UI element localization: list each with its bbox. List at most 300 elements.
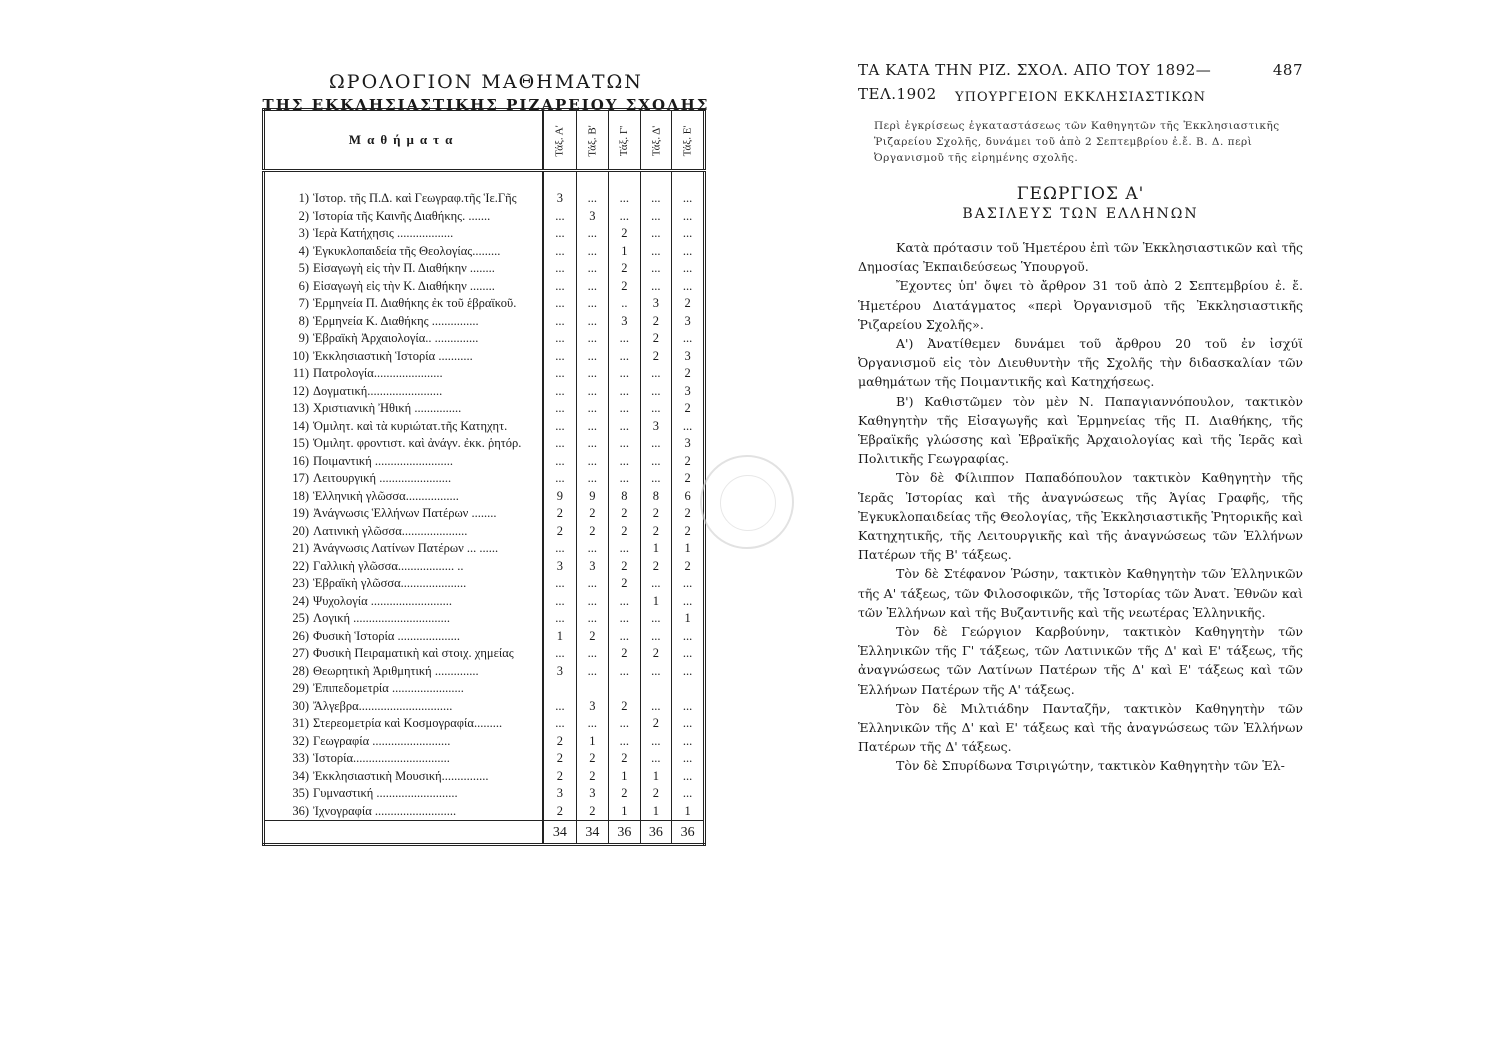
paragraph: Κατὰ πρότασιν τοῦ Ἡμετέρου ἐπὶ τῶν Ἐκκλησιαστικῶν καὶ τῆς Δημοσίας Ἐκπαιδεύσεως Ὑπουργοῦ. <box>858 240 1303 275</box>
header-class-c: Τάξ. Γ' <box>609 110 640 171</box>
hours-cell: 2 <box>576 768 608 786</box>
subject-name: Ἑρμηνεία Π. Διαθήκης ἐκ τοῦ ἑβραϊκοῦ. <box>311 295 543 313</box>
subject-name: Γεωγραφία ......................... <box>311 733 543 751</box>
hours-cell: ... <box>672 243 705 261</box>
hours-cell: 3 <box>543 785 576 803</box>
table-row <box>264 523 705 541</box>
subject-name: Ψυχολογία .......................... <box>311 593 543 611</box>
subject-name: Ἐκκλησιαστικὴ Ἱστορία ........... <box>311 348 543 366</box>
hours-cell: 1 <box>672 540 705 558</box>
row-number: 22) <box>292 558 309 573</box>
row-number: 32) <box>292 733 309 748</box>
hours-cell: 2 <box>609 505 640 523</box>
schedule-table <box>262 108 706 846</box>
subject-name: Ὁμιλητ. φροντιστ. καὶ ἀνάγν. ἐκκ. ῥητόρ. <box>311 435 543 453</box>
hours-cell: 1 <box>576 733 608 751</box>
hours-cell: 2 <box>609 698 640 716</box>
hours-cell: ... <box>609 330 640 348</box>
hours-cell: ... <box>576 278 608 296</box>
library-stamp-icon <box>700 455 794 549</box>
hours-cell: ... <box>576 348 608 366</box>
hours-cell: ... <box>640 365 672 383</box>
table-row <box>264 278 705 296</box>
subject-name: Ἐκκλησιαστικὴ Μουσική............... <box>311 768 543 786</box>
hours-cell: 1 <box>609 803 640 821</box>
subject-name: Ὁμιλητ. καὶ τὰ κυριώτατ.τῆς Κατηχητ. <box>311 418 543 436</box>
subject-name: Ἐγκυκλοπαιδεία τῆς Θεολογίας......... <box>311 243 543 261</box>
hours-cell: ... <box>543 313 576 331</box>
hours-cell: ... <box>672 663 705 681</box>
hours-cell: 8 <box>609 488 640 506</box>
hours-cell: ... <box>543 575 576 593</box>
hours-cell: 2 <box>672 295 705 313</box>
row-number: 6) <box>298 278 309 293</box>
hours-cell: 3 <box>576 208 608 226</box>
header-class-b: Τάξ. Β' <box>576 110 608 171</box>
hours-cell: 1 <box>672 803 705 821</box>
table-row <box>264 558 705 576</box>
hours-cell: ... <box>609 610 640 628</box>
left-page <box>262 70 710 840</box>
table-row <box>264 785 705 803</box>
hours-cell: 2 <box>609 645 640 663</box>
table-row <box>264 540 705 558</box>
table-row <box>264 733 705 751</box>
hours-cell: 3 <box>672 313 705 331</box>
table-row <box>264 698 705 716</box>
hours-cell <box>609 680 640 698</box>
hours-cell: ... <box>609 540 640 558</box>
row-number: 5) <box>298 261 309 276</box>
hours-cell: 2 <box>576 505 608 523</box>
hours-cell: 2 <box>543 750 576 768</box>
subject-name: Εἰσαγωγὴ εἰς τὴν Κ. Διαθήκην ........ <box>311 278 543 296</box>
row-number: 26) <box>292 628 309 643</box>
subject-name: Ἄλγεβρα.............................. <box>311 698 543 716</box>
paragraph: Τὸν δὲ Φίλιππον Παπαδόπουλον τακτικὸν Καθηγητὴν τῆς Ἱερᾶς Ἱστορίας καὶ τῆς ἀναγνώσεως τῆς Ἁγίας Γραφῆς, τῆς Ἐγκυκλοπαιδείας τῆς Θεολογίας, τῆς Ἐκκλησιαστικῆς Ῥητορικῆς καὶ Κατηχητικῆς, τῆς Λειτουργικῆς καὶ τῆς ἀναγνώσεως τῶν Ἑλλήνων Πατέρων τῆς Β' τάξεως. <box>858 470 1303 563</box>
schedule-header-row <box>264 110 705 171</box>
hours-cell: ... <box>672 208 705 226</box>
hours-cell: ... <box>609 365 640 383</box>
row-number: 16) <box>292 453 309 468</box>
subject-name: Γαλλικὴ γλῶσσα.................. .. <box>311 558 543 576</box>
row-number: 18) <box>292 488 309 503</box>
subject-name: Θεωρητικὴ Ἀριθμητική .............. <box>311 663 543 681</box>
total-class-d: 36 <box>640 821 672 845</box>
hours-cell: 2 <box>640 505 672 523</box>
hours-cell <box>543 680 576 698</box>
hours-cell: ... <box>672 768 705 786</box>
subject-name: Ἱερὰ Κατήχησις .................. <box>311 225 543 243</box>
hours-cell: ... <box>609 470 640 488</box>
table-row <box>264 803 705 821</box>
hours-cell <box>640 680 672 698</box>
table-row <box>264 225 705 243</box>
table-row <box>264 453 705 471</box>
hours-cell: 2 <box>640 785 672 803</box>
paragraph: Τὸν δὲ Μιλτιάδην Πανταζῆν, τακτικὸν Καθηγητὴν τῶν Ἑλληνικῶν τῆς Δ' καὶ Ε' τάξεως καὶ τῆς ἀναγνώσεως τῶν Ἑλλήνων Πατέρων τῆς Δ' τάξεως. <box>858 700 1303 755</box>
hours-cell: ... <box>609 208 640 226</box>
paragraph: Β') Καθιστῶμεν τὸν μὲν Ν. Παπαγιαννόπουλον, τακτικὸν Καθηγητὴν τῆς Εἰσαγωγῆς καὶ Ἑρμηνείας τῆς Π. Διαθήκης, τῆς Ἑβραϊκῆς γλώσσης καὶ Ἑβραϊκῆς Ἀρχαιολογίας καὶ τῆς Ἱερᾶς καὶ Πολιτικῆς Γεωγραφίας. <box>858 393 1303 467</box>
hours-cell <box>672 680 705 698</box>
table-row <box>264 768 705 786</box>
subject-name: Ἰχνογραφία .......................... <box>311 803 543 821</box>
right-page <box>858 58 1303 776</box>
hours-cell: ... <box>640 453 672 471</box>
hours-cell: ... <box>609 383 640 401</box>
hours-cell: ... <box>543 470 576 488</box>
hours-cell: ... <box>576 593 608 611</box>
hours-cell: ... <box>640 470 672 488</box>
subject-name: Λογική ............................... <box>311 610 543 628</box>
hours-cell: ... <box>609 190 640 208</box>
hours-cell: ... <box>609 348 640 366</box>
row-number: 21) <box>292 541 309 556</box>
hours-cell: 2 <box>672 505 705 523</box>
hours-cell: 2 <box>576 750 608 768</box>
hours-cell: ... <box>543 208 576 226</box>
table-row <box>264 330 705 348</box>
ministry-heading: ΥΠΟΥΡΓΕΙΟΝ ΕΚΚΛΗΣΙΑΣΤΙΚΩΝ <box>955 90 1206 105</box>
subject-name: Στερεομετρία καὶ Κοσμογραφία......... <box>311 715 543 733</box>
row-number: 10) <box>292 348 309 363</box>
hours-cell: ... <box>543 435 576 453</box>
row-number: 7) <box>298 296 309 311</box>
hours-cell: 2 <box>640 313 672 331</box>
hours-cell: 9 <box>543 488 576 506</box>
hours-cell: 1 <box>672 610 705 628</box>
hours-cell: 1 <box>640 593 672 611</box>
hours-cell: ... <box>672 785 705 803</box>
row-number: 28) <box>292 663 309 678</box>
header-class-e: Τάξ. Ε' <box>672 110 705 171</box>
row-number: 3) <box>298 226 309 241</box>
header-subjects: Μαθήματα <box>264 110 544 171</box>
row-number: 34) <box>292 768 309 783</box>
hours-cell: ... <box>576 383 608 401</box>
row-number: 31) <box>292 716 309 731</box>
hours-cell: ... <box>576 663 608 681</box>
hours-cell: ... <box>672 330 705 348</box>
hours-cell: 3 <box>576 698 608 716</box>
table-row <box>264 313 705 331</box>
row-number: 25) <box>292 611 309 626</box>
row-number: 15) <box>292 436 309 451</box>
hours-cell: 3 <box>672 348 705 366</box>
row-number: 12) <box>292 383 309 398</box>
hours-cell: 2 <box>576 803 608 821</box>
table-row <box>264 365 705 383</box>
hours-cell: ... <box>543 418 576 436</box>
hours-cell: 9 <box>576 488 608 506</box>
hours-cell: 2 <box>672 453 705 471</box>
row-number: 2) <box>298 208 309 223</box>
hours-cell: ... <box>576 540 608 558</box>
hours-cell: ... <box>640 208 672 226</box>
table-row <box>264 488 705 506</box>
spacer-row <box>264 171 705 191</box>
row-number: 35) <box>292 786 309 801</box>
table-row <box>264 645 705 663</box>
hours-cell: ... <box>576 260 608 278</box>
hours-cell: 3 <box>672 435 705 453</box>
row-number: 33) <box>292 751 309 766</box>
hours-cell: ... <box>543 383 576 401</box>
hours-cell: 3 <box>543 190 576 208</box>
subject-name: Ἀνάγνωσις Ἑλλήνων Πατέρων ........ <box>311 505 543 523</box>
hours-cell: 2 <box>672 558 705 576</box>
row-number: 14) <box>292 418 309 433</box>
subject-name: Εἰσαγωγὴ εἰς τὴν Π. Διαθήκην ........ <box>311 260 543 278</box>
hours-cell: ... <box>576 365 608 383</box>
hours-cell: ... <box>640 663 672 681</box>
table-row <box>264 348 705 366</box>
hours-cell: 8 <box>640 488 672 506</box>
hours-cell: 1 <box>543 628 576 646</box>
schedule-title: ΩΡΟΛΟΓΙΟΝ ΜΑΘΗΜΑΤΩΝ <box>329 71 643 93</box>
hours-cell: 3 <box>640 295 672 313</box>
hours-cell: ... <box>672 278 705 296</box>
hours-cell: ... <box>672 418 705 436</box>
hours-cell: ... <box>576 453 608 471</box>
hours-cell: 3 <box>672 383 705 401</box>
table-row <box>264 243 705 261</box>
hours-cell: 3 <box>640 418 672 436</box>
hours-cell: 2 <box>543 733 576 751</box>
row-number: 29) <box>292 681 309 696</box>
hours-cell: ... <box>609 400 640 418</box>
table-row <box>264 260 705 278</box>
hours-cell: ... <box>640 733 672 751</box>
row-number: 24) <box>292 593 309 608</box>
hours-cell: ... <box>672 715 705 733</box>
subject-name: Φυσικὴ Ἱστορία .................... <box>311 628 543 646</box>
decree-summary: Περὶ ἐγκρίσεως ἐγκαταστάσεως τῶν Καθηγητῶν τῆς Ἐκκλησιαστικῆς Ῥιζαρείου Σχολῆς, δυνάμει τοῦ ἀπὸ 2 Σεπτεμβρίου ἐ.ἔ. Β. Δ. περὶ Ὀργανισμοῦ τῆς εἰρημένης σχολῆς. <box>874 120 1280 164</box>
table-row <box>264 575 705 593</box>
hours-cell: 2 <box>609 260 640 278</box>
hours-cell: 2 <box>672 400 705 418</box>
hours-cell: ... <box>640 243 672 261</box>
totals-row <box>264 821 705 845</box>
hours-cell: ... <box>576 400 608 418</box>
total-class-a: 34 <box>543 821 576 845</box>
hours-cell: ... <box>640 435 672 453</box>
table-row <box>264 435 705 453</box>
hours-cell: ... <box>576 715 608 733</box>
hours-cell: ... <box>543 593 576 611</box>
schedule-subtitle: ΤΗΣ ΕΚΚΛΗΣΙΑΣΤΙΚΗΣ ΡΙΖΑΡΕΙΟΥ ΣΧΟΛΗΣ <box>262 96 710 114</box>
subject-name: Γυμναστική .......................... <box>311 785 543 803</box>
hours-cell: ... <box>609 593 640 611</box>
hours-cell: 2 <box>576 523 608 541</box>
hours-cell: ... <box>640 225 672 243</box>
subject-name: Ἱστορία............................... <box>311 750 543 768</box>
hours-cell: 2 <box>640 645 672 663</box>
hours-cell: ... <box>672 190 705 208</box>
hours-cell: ... <box>640 628 672 646</box>
row-number: 19) <box>292 506 309 521</box>
hours-cell: ... <box>672 733 705 751</box>
hours-cell: ... <box>543 698 576 716</box>
subject-name: Ἑβραϊκὴ Ἀρχαιολογία.. .............. <box>311 330 543 348</box>
hours-cell: 1 <box>640 768 672 786</box>
total-class-c: 36 <box>609 821 640 845</box>
running-head-title: ΤΑ ΚΑΤΑ ΤΗΝ ΡΙΖ. ΣΧΟΛ. ΑΠΟ ΤΟΥ 1892—ΤΕΛ.1902 <box>858 61 1212 103</box>
hours-cell: ... <box>543 348 576 366</box>
page-number: 487 <box>1272 61 1303 79</box>
subject-name: Φυσικὴ Πειραματικὴ καὶ στοιχ. χημείας <box>311 645 543 663</box>
hours-cell: ... <box>672 628 705 646</box>
hours-cell: ... <box>543 540 576 558</box>
hours-cell: ... <box>543 715 576 733</box>
hours-cell: 2 <box>640 348 672 366</box>
hours-cell: 2 <box>543 505 576 523</box>
hours-cell: 2 <box>543 803 576 821</box>
table-row <box>264 505 705 523</box>
table-row <box>264 680 705 698</box>
hours-cell: 2 <box>609 558 640 576</box>
hours-cell: 2 <box>672 470 705 488</box>
hours-cell: ... <box>543 365 576 383</box>
hours-cell: ... <box>576 313 608 331</box>
hours-cell: ... <box>609 628 640 646</box>
hours-cell: ... <box>672 575 705 593</box>
table-row <box>264 295 705 313</box>
table-row <box>264 208 705 226</box>
hours-cell: ... <box>640 190 672 208</box>
hours-cell: .. <box>609 295 640 313</box>
table-row <box>264 610 705 628</box>
header-class-a: Τάξ. Α' <box>543 110 576 171</box>
king-subheading: ΒΑΣΙΛΕΥΣ ΤΩΝ ΕΛΛΗΝΩΝ <box>962 206 1199 222</box>
hours-cell: 1 <box>609 768 640 786</box>
hours-cell: ... <box>640 610 672 628</box>
hours-cell: 6 <box>672 488 705 506</box>
hours-cell: ... <box>576 295 608 313</box>
hours-cell: ... <box>576 190 608 208</box>
table-row <box>264 593 705 611</box>
subject-name: Ἀνάγνωσις Λατίνων Πατέρων ... ...... <box>311 540 543 558</box>
table-row <box>264 400 705 418</box>
decree-body <box>858 238 1303 776</box>
table-row <box>264 383 705 401</box>
hours-cell: 1 <box>640 540 672 558</box>
hours-cell: 3 <box>543 558 576 576</box>
hours-cell: ... <box>576 225 608 243</box>
hours-cell: 2 <box>543 523 576 541</box>
hours-cell: 2 <box>609 785 640 803</box>
total-class-b: 34 <box>576 821 608 845</box>
hours-cell: 2 <box>576 628 608 646</box>
hours-cell: 2 <box>672 365 705 383</box>
hours-cell: ... <box>640 400 672 418</box>
hours-cell: ... <box>609 435 640 453</box>
hours-cell: ... <box>640 383 672 401</box>
subject-name: Ἑρμηνεία Κ. Διαθήκης ............... <box>311 313 543 331</box>
hours-cell: ... <box>543 330 576 348</box>
hours-cell: 2 <box>640 558 672 576</box>
paragraph: Τὸν δὲ Στέφανον Ῥώσην, τακτικὸν Καθηγητὴν τῶν Ἑλληνικῶν τῆς Α' τάξεως, τῶν Φιλοσοφικῶν, τῆς Ἱστορίας τῶν Ἀνατ. Ἐθνῶν καὶ τῶν Ἑλλήνων καὶ τῆς Βυζαντινῆς καὶ τῆς νεωτέρας Ἑλληνικῆς. <box>858 566 1303 620</box>
hours-cell: ... <box>576 610 608 628</box>
table-row <box>264 190 705 208</box>
hours-cell: ... <box>672 750 705 768</box>
hours-cell: 2 <box>609 225 640 243</box>
hours-cell: ... <box>576 435 608 453</box>
hours-cell: 3 <box>576 785 608 803</box>
hours-cell: ... <box>672 593 705 611</box>
hours-cell: ... <box>543 225 576 243</box>
hours-cell: ... <box>543 295 576 313</box>
subject-name: Χριστιανικὴ Ἠθική ............... <box>311 400 543 418</box>
hours-cell: ... <box>672 225 705 243</box>
hours-cell: ... <box>640 575 672 593</box>
subject-name: Λατινικὴ γλῶσσα..................... <box>311 523 543 541</box>
subject-name: Ἱστορία τῆς Καινῆς Διαθήκης. ....... <box>311 208 543 226</box>
hours-cell: ... <box>576 645 608 663</box>
hours-cell: ... <box>640 278 672 296</box>
table-row <box>264 715 705 733</box>
hours-cell: 3 <box>609 313 640 331</box>
subject-name: Ἑλληνικὴ γλῶσσα................. <box>311 488 543 506</box>
hours-cell: ... <box>543 278 576 296</box>
paragraph: Α') Ἀνατίθεμεν δυνάμει τοῦ ἄρθρου 20 τοῦ ἐν ἰσχύϊ Ὀργανισμοῦ εἰς τὸν Διευθυντὴν τῆς Σχολῆς τὴν διδασκαλίαν τῶν μαθημάτων τῆς Ποιμαντικῆς καὶ Κατηχήσεως. <box>858 336 1303 390</box>
table-row <box>264 418 705 436</box>
hours-cell: ... <box>576 243 608 261</box>
row-number: 30) <box>292 698 309 713</box>
hours-cell: 2 <box>609 750 640 768</box>
hours-cell <box>576 680 608 698</box>
row-number: 23) <box>292 576 309 591</box>
hours-cell: ... <box>576 418 608 436</box>
hours-cell: 3 <box>543 663 576 681</box>
subject-name: Λειτουργική ....................... <box>311 470 543 488</box>
table-row <box>264 750 705 768</box>
hours-cell: ... <box>640 260 672 278</box>
row-number: 27) <box>292 646 309 661</box>
hours-cell: ... <box>543 645 576 663</box>
paragraph: Τὸν δὲ Γεώργιον Καρβούνην, τακτικὸν Καθηγητὴν τῶν Ἑλληνικῶν τῆς Γ' τάξεως, τῶν Λατινικῶν τῆς Δ' καὶ Ε' τάξεως, τῆς ἀναγνώσεως τῶν Λατίνων Πατέρων τῆς Δ' καὶ Ε' τάξεως καὶ τῶν Ἑλλήνων Πατέρων τῆς Α' τάξεως. <box>858 624 1303 697</box>
table-row <box>264 628 705 646</box>
hours-cell: 2 <box>609 575 640 593</box>
row-number: 17) <box>292 471 309 486</box>
hours-cell: ... <box>609 663 640 681</box>
row-number: 9) <box>298 331 309 346</box>
row-number: 20) <box>292 523 309 538</box>
subject-name: Δογματική........................ <box>311 383 543 401</box>
hours-cell: ... <box>640 698 672 716</box>
hours-cell: ... <box>543 400 576 418</box>
row-number: 4) <box>298 243 309 258</box>
total-class-e: 36 <box>672 821 705 845</box>
paragraph: Ἔχοντες ὑπ' ὄψει τὸ ἄρθρον 31 τοῦ ἀπὸ 2 Σεπτεμβρίου ἐ. ἔ. Ἡμετέρου Διατάγματος «περὶ Ὀργανισμοῦ τῆς Ἐκκλησιαστικῆς Ῥιζαρείου Σχολῆς». <box>858 278 1303 332</box>
hours-cell: ... <box>609 418 640 436</box>
hours-cell: 1 <box>609 243 640 261</box>
hours-cell: 3 <box>576 558 608 576</box>
row-number: 11) <box>292 366 309 381</box>
subject-name: Πατρολογία...................... <box>311 365 543 383</box>
hours-cell: ... <box>672 260 705 278</box>
hours-cell: 2 <box>672 523 705 541</box>
hours-cell: ... <box>543 243 576 261</box>
hours-cell: 2 <box>609 523 640 541</box>
paragraph: Τὸν δὲ Σπυρίδωνα Τσιριγώτην, τακτικὸν Καθηγητὴν τῶν Ἑλ- <box>896 758 1285 774</box>
subject-name: Ἑβραϊκὴ γλῶσσα..................... <box>311 575 543 593</box>
king-heading: ΓΕΩΡΓΙΟΣ Α' <box>1016 184 1145 204</box>
hours-cell: ... <box>640 750 672 768</box>
hours-cell: ... <box>576 470 608 488</box>
hours-cell: 2 <box>640 715 672 733</box>
hours-cell: ... <box>609 453 640 471</box>
